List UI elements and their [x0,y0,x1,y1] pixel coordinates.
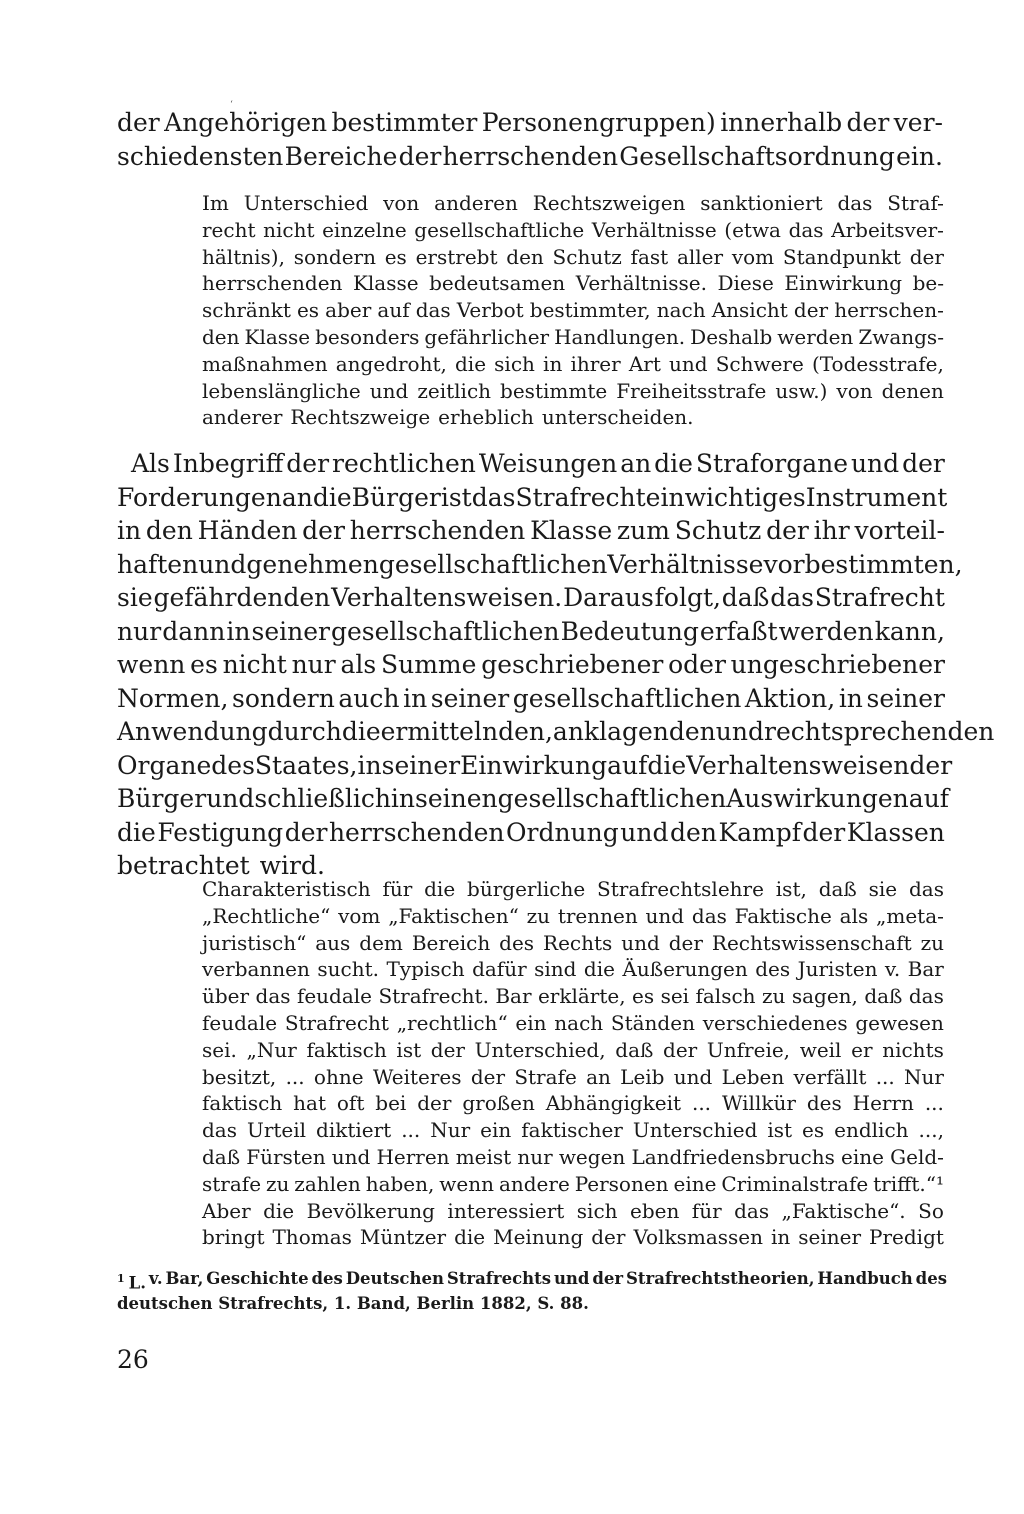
text-line: Anwendung durch die ermittelnden, anklagenden und rechtsprechenden [117,717,995,746]
text-line: anderer Rechtszweige erheblich unterscheiden. [202,405,694,430]
text-line: das Urteil diktiert ... Nur ein faktischer Unterschied ist es endlich ..., [202,1118,944,1143]
paragraph-continuation [117,106,943,173]
footnote-text-2: deutschen Strafrechts, 1. Band, Berlin 1882, S. 88. [117,1294,589,1313]
footnote-word: des [311,1269,343,1288]
text-line: feudale Strafrecht „rechtlich“ ein nach Ständen verschiedenes gewesen [202,1010,944,1035]
text-line: strafe zu zahlen haben, wenn andere Personen eine Criminalstrafe trifft.“¹ [202,1171,944,1196]
footnote-word: Deutschen [345,1269,444,1288]
footnote-line-1 [117,1266,947,1291]
footnote-word: Handbuch [817,1269,913,1288]
text-line: in den Händen der herrschenden Klasse zum Schutz der ihr vorteil- [117,516,945,545]
text-line: Normen, sondern auch in seiner gesellschaftlichen Aktion, in seiner [117,683,945,713]
text-line: Bürger und schließlich in seinen gesellschaftlichen Auswirkungen auf [117,784,950,813]
text-line: sie gefährdenden Verhaltensweisen. Daraus folgt, daß das Strafrecht [117,583,945,612]
footnote-word: Bar, [165,1269,204,1288]
text-line: die Festigung der herrschenden Ordnung und den Kampf der Klassen [117,817,945,847]
text-line: lebenslängliche und zeitlich bestimmte Freiheitsstrafe usw.) von denen [202,378,944,403]
footnote-word: Geschichte [206,1269,309,1288]
text-line: „Rechtliche“ vom „Faktischen“ zu trennen und das Faktische als „meta- [202,903,944,928]
text-line: den Klasse besonders gefährlicher Handlungen. Deshalb werden Zwangs- [202,324,944,349]
footnote-word: v. [148,1269,163,1288]
footnote-word: der [592,1269,624,1288]
text-line: hältnis), sondern es erstrebt den Schutz fast aller vom Standpunkt der [202,244,944,269]
text-line: Im Unterschied von anderen Rechtszweigen sanktioniert das Straf- [202,191,944,215]
text-line: faktisch hat oft bei der großen Abhängigkeit ... Willkür des Herrn ... [202,1091,944,1116]
text-line: besitzt, ... ohne Weiteres der Strafe an Leib und Leben verfällt ... Nur [202,1064,944,1089]
text-line: Als Inbegriff der rechtlichen Weisungen an die Straforgane und der [131,449,945,478]
page-number: 26 [117,1345,149,1374]
text-line: herrschenden Klasse bedeutsamen Verhältnisse. Diese Einwirkung be- [202,271,944,296]
text-line: schiedensten Bereiche der herrschenden Gesellschaftsordnung ein. [117,141,943,171]
footnote [117,1266,947,1316]
small-print-paragraph-1 [202,190,944,431]
footnote-word: Strafrechtstheorien, [625,1269,815,1288]
footnote-line-2 [117,1291,947,1316]
small-print-paragraph-2 [202,876,944,1251]
text-line: haften und genehmen gesellschaftlichen Verhältnisse vor bestimmten, [117,549,963,579]
text-line: Organe des Staates, in seiner Einwirkung auf die Verhaltensweisen der [117,750,953,780]
text-line: Aber die Bevölkerung interessiert sich eben für das „Faktische“. So [202,1198,944,1223]
text-line: bringt Thomas Müntzer die Meinung der Volksmassen in seiner Predigt [202,1225,944,1250]
text-line: daß Fürsten und Herren meist nur wegen Landfriedensbruchs eine Geld- [202,1144,944,1169]
text-line: über das feudale Strafrecht. Bar erklärte, es sei falsch zu sagen, daß das [202,984,944,1009]
text-line: sei. „Nur faktisch ist der Unterschied, daß der Unfreie, weil er nichts [202,1037,944,1062]
text-line: wenn es nicht nur als Summe geschriebener oder ungeschriebener [117,650,945,679]
text-line: recht nicht einzelne gesellschaftliche Verhältnisse (etwa das Arbeitsver- [202,217,944,242]
text-line: juristisch“ aus dem Bereich des Rechts und der Rechtswissenschaft zu [202,930,944,955]
text-line: schränkt es aber auf das Verbot bestimmter, nach Ansicht der herrschen- [202,298,944,323]
text-line: maßnahmen angedroht, die sich in ihrer Art und Schwere (Todesstrafe, [202,351,944,376]
text-line: nur dann in seiner gesellschaftlichen Bedeutung erfaßt werden kann, [117,616,945,646]
print-mark: ʻ [230,100,233,110]
paragraph-main [117,447,995,883]
text-line: Charakteristisch für die bürgerliche Strafrechtslehre ist, daß sie das [202,877,944,901]
footnote-number: 1 L. [117,1272,147,1293]
text-line: verbannen sucht. Typisch dafür sind die Äußerungen des Juristen v. Bar [202,957,944,982]
text-line: betrachtet wird. [117,851,325,880]
text-line: der Angehörigen bestimmter Personengruppen) innerhalb der ver- [117,108,943,137]
footnote-word: und [553,1269,590,1288]
footnote-word: des [915,1269,947,1288]
text-line: Forderungen an die Bürger ist das Strafrecht ein wichtiges Instrument [117,482,948,512]
footnote-word: Strafrechts [446,1269,552,1288]
